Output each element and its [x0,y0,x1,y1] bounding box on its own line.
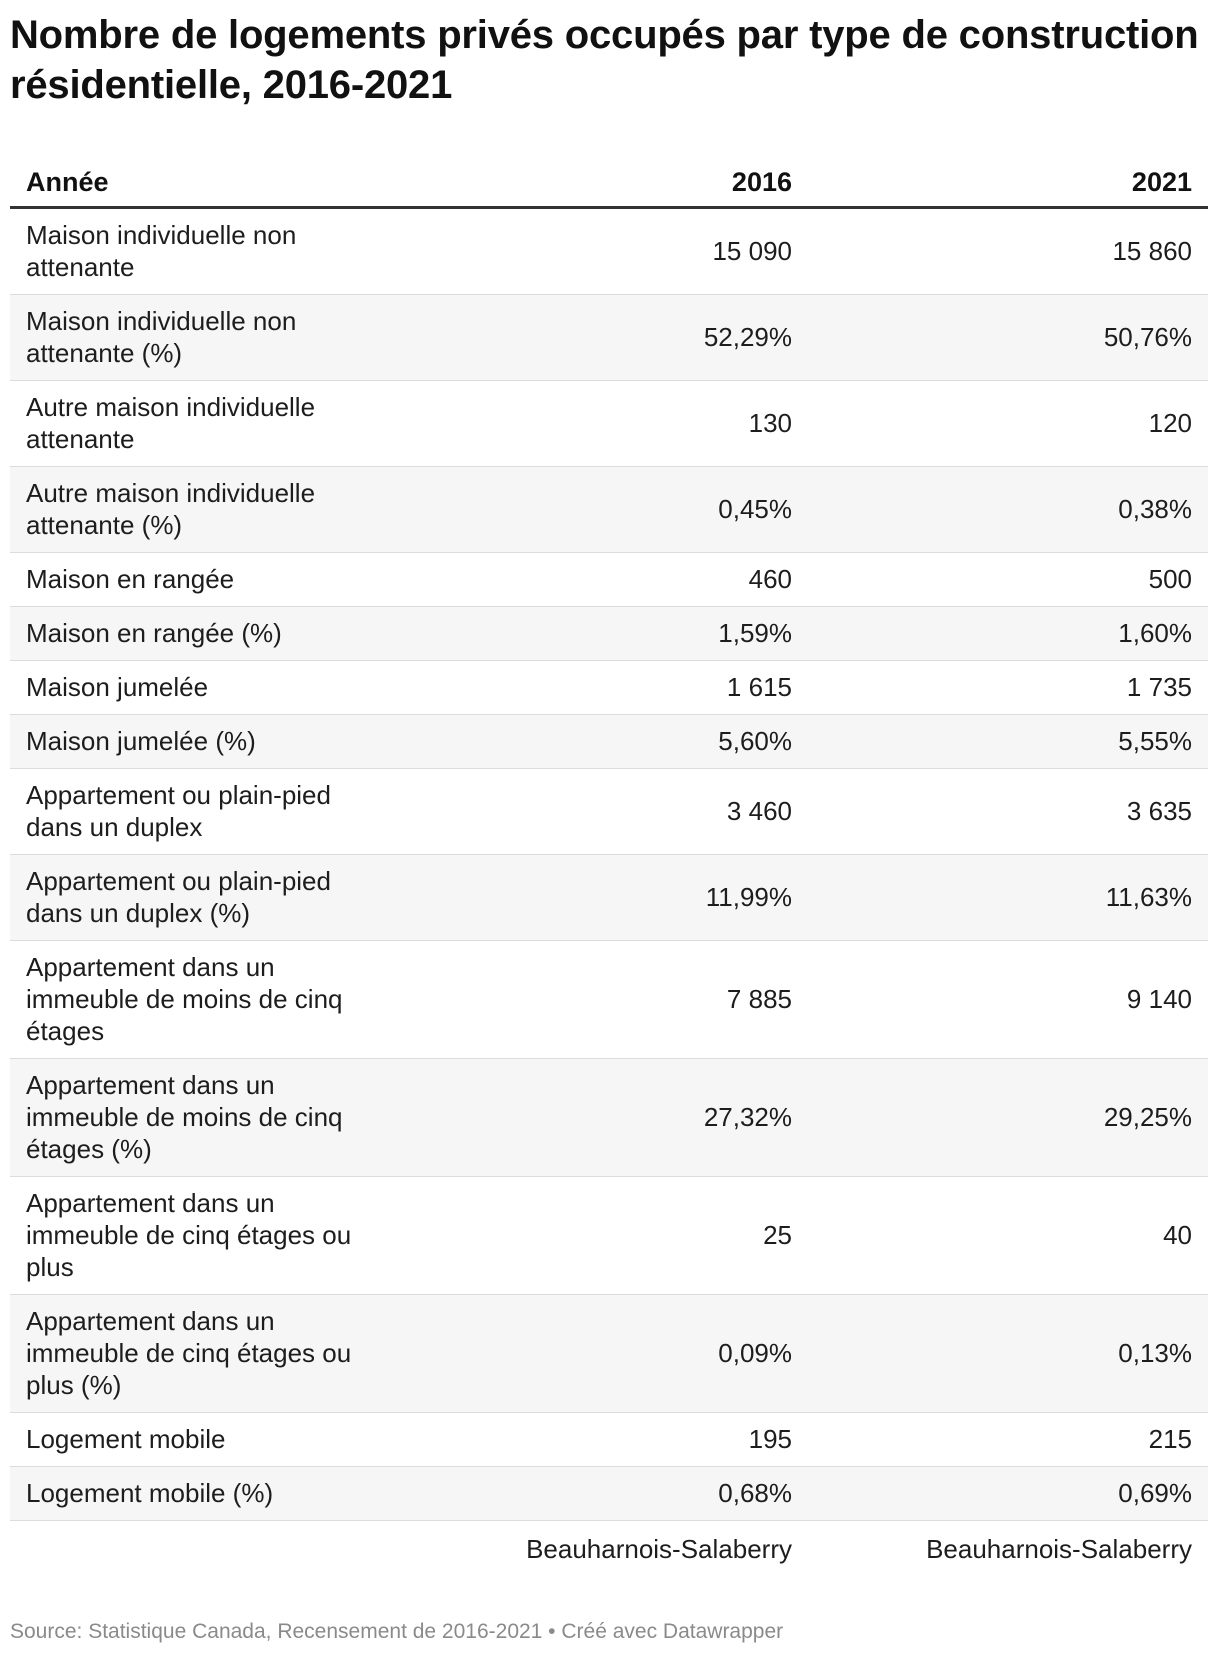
row-label: Appartement dans un immeuble de cinq étages ou plus [10,1177,410,1295]
table-row [10,208,1208,295]
table-row [10,769,1208,855]
row-value-2021: 215 [808,1413,1208,1467]
row-value-2016: 3 460 [410,769,808,855]
table-row [10,1059,1208,1177]
row-value-2016: 460 [410,553,808,607]
header-row [10,158,1208,208]
row-value-2021: 9 140 [808,941,1208,1059]
row-label: Maison individuelle non attenante (%) [10,295,410,381]
column-header-2021[interactable]: 2021 [808,158,1208,208]
row-label: Appartement ou plain-pied dans un duplex (%) [10,855,410,941]
row-label: Autre maison individuelle attenante (%) [10,467,410,553]
table-row [10,1295,1208,1413]
column-header-2016[interactable]: 2016 [410,158,808,208]
footer-empty-cell [10,1521,410,1566]
table-row [10,1413,1208,1467]
row-value-2016: 11,99% [410,855,808,941]
row-value-2021: 0,38% [808,467,1208,553]
row-value-2016: 52,29% [410,295,808,381]
row-value-2021: 5,55% [808,715,1208,769]
row-value-2016: 7 885 [410,941,808,1059]
table-row [10,467,1208,553]
row-value-2016: 0,09% [410,1295,808,1413]
table-row [10,855,1208,941]
row-label: Maison en rangée [10,553,410,607]
chart-container [10,0,1208,1564]
row-label: Autre maison individuelle attenante [10,381,410,467]
row-value-2021: 3 635 [808,769,1208,855]
row-label: Logement mobile (%) [10,1467,410,1521]
row-value-2016: 0,45% [410,467,808,553]
row-value-2021: 1,60% [808,607,1208,661]
row-value-2021: 120 [808,381,1208,467]
row-label: Appartement dans un immeuble de moins de cinq étages (%) [10,1059,410,1177]
table-row [10,553,1208,607]
footer-row [10,1521,1208,1566]
row-value-2016: 5,60% [410,715,808,769]
row-value-2016: 1 615 [410,661,808,715]
table-body [10,208,1208,1521]
table-row [10,941,1208,1059]
row-value-2016: 15 090 [410,208,808,295]
row-value-2016: 25 [410,1177,808,1295]
row-value-2021: 500 [808,553,1208,607]
footer-region-2016: Beauharnois-Salaberry [526,1534,792,1564]
column-header-label[interactable]: Année [10,158,410,208]
table-row [10,381,1208,467]
row-label: Maison jumelée [10,661,410,715]
table-row [10,295,1208,381]
row-value-2016: 195 [410,1413,808,1467]
row-label: Logement mobile [10,1413,410,1467]
row-value-2021: 29,25% [808,1059,1208,1177]
row-label: Maison jumelée (%) [10,715,410,769]
row-label: Maison individuelle non attenante [10,208,410,295]
footer-region-2021: Beauharnois-Salaberry [926,1534,1192,1564]
row-value-2016: 0,68% [410,1467,808,1521]
table-row [10,661,1208,715]
row-value-2021: 1 735 [808,661,1208,715]
table-row [10,1177,1208,1295]
row-label: Appartement dans un immeuble de cinq étages ou plus (%) [10,1295,410,1413]
row-value-2021: 0,13% [808,1295,1208,1413]
table-row [10,1467,1208,1521]
table-header [10,158,1208,208]
row-value-2021: 15 860 [808,208,1208,295]
source-note: Source: Statistique Canada, Recensement de 2016-2021 • Créé avec Datawrapper [10,1620,784,1643]
row-label: Appartement ou plain-pied dans un duplex [10,769,410,855]
row-value-2016: 27,32% [410,1059,808,1177]
row-value-2016: 1,59% [410,607,808,661]
row-label: Appartement dans un immeuble de moins de cinq étages [10,941,410,1059]
row-value-2016: 130 [410,381,808,467]
row-value-2021: 50,76% [808,295,1208,381]
table-row [10,715,1208,769]
chart-title: Nombre de logements privés occupés par type de construction résidentielle, 2016-2021 [10,13,1199,107]
table-row [10,607,1208,661]
row-label: Maison en rangée (%) [10,607,410,661]
data-table [10,158,1208,1565]
row-value-2021: 11,63% [808,855,1208,941]
table-footer [10,1521,1208,1566]
row-value-2021: 0,69% [808,1467,1208,1521]
row-value-2021: 40 [808,1177,1208,1295]
